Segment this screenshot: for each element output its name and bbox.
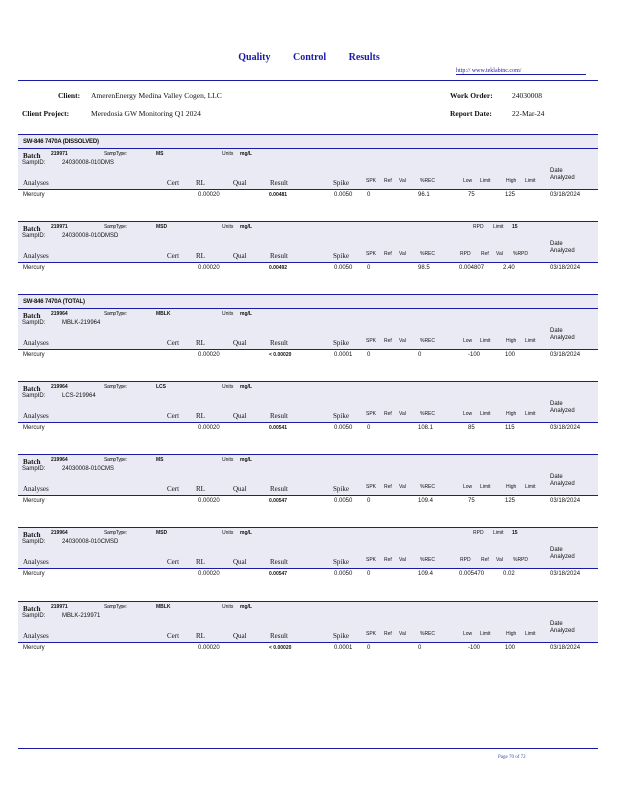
rec-label: %REC — [420, 631, 436, 637]
units-value: mg/L — [240, 224, 252, 230]
qc-batch-block — [18, 454, 598, 507]
date-label: Date — [550, 474, 563, 480]
date-label: Date — [550, 168, 563, 174]
val-label: Val — [399, 557, 406, 563]
title-word-results: Results — [348, 52, 380, 63]
rl-label: RL — [196, 485, 205, 493]
date-analyzed-value: 03/18/2024 — [550, 265, 581, 271]
low-label: Low — [463, 411, 473, 417]
batch-header — [18, 308, 598, 349]
date-label: Date — [550, 547, 563, 553]
low-limit-value: -100 — [468, 352, 481, 358]
batch-label: Batch — [23, 458, 41, 466]
spike-label: Spike — [333, 252, 349, 260]
method-name: SW-846 7470A (TOTAL) — [23, 299, 85, 305]
project-label: Client Project: — [22, 109, 70, 118]
units-label: Units — [222, 311, 234, 317]
table-row — [18, 422, 598, 434]
samptype-label: SampType: — [104, 151, 127, 157]
result-label: Result — [270, 252, 288, 260]
cert-label: Cert — [167, 179, 180, 187]
spike-label: Spike — [333, 339, 349, 347]
project-value: Meredosia GW Monitoring Q1 2024 — [91, 109, 201, 118]
sampid-value: MBLK-219964 — [62, 320, 101, 326]
analyses-label: Analyses — [23, 632, 49, 640]
result-label: Result — [270, 179, 288, 187]
spike-value: 0.0050 — [334, 571, 353, 577]
analyzed-label: Analyzed — [550, 554, 575, 560]
result-value: < 0.00020 — [269, 645, 292, 651]
high-label: High — [506, 484, 517, 490]
analyte-name: Mercury — [23, 571, 45, 577]
analyses-label: Analyses — [23, 179, 49, 187]
lab-website-link[interactable]: http:// www.teklabinc.com/ — [456, 68, 586, 75]
sampid-label: SampID: — [22, 539, 46, 545]
spk-label: SPK — [366, 178, 377, 184]
high-label: High — [506, 631, 517, 637]
qc-batch-block — [18, 221, 598, 274]
rl-value: 0.00020 — [198, 352, 220, 358]
cert-label: Cert — [167, 558, 180, 566]
spike-label: Spike — [333, 632, 349, 640]
report-date-value: 22-Mar-24 — [512, 109, 545, 118]
rec-label: %REC — [420, 484, 436, 490]
low-limit-value: 85 — [468, 425, 475, 431]
units-value: mg/L — [240, 604, 252, 610]
report-title — [0, 52, 618, 63]
client-value: AmerenEnergy Medina Valley Cogen, LLC — [91, 91, 222, 100]
rl-value: 0.00020 — [198, 645, 220, 651]
sampid-label: SampID: — [22, 466, 46, 472]
batch-label: Batch — [23, 225, 41, 233]
low-limit-value: -100 — [468, 645, 481, 651]
rpd-col-label: RPD — [460, 557, 471, 563]
low-label: Low — [463, 484, 473, 490]
qc-batch-block — [18, 527, 598, 580]
spike-value: 0.0050 — [334, 192, 353, 198]
batch-header — [18, 148, 598, 189]
result-label: Result — [270, 339, 288, 347]
date-label: Date — [550, 401, 563, 407]
low-limit-label: Limit — [480, 178, 491, 184]
samptype-value: MSD — [156, 530, 168, 536]
batch-number: 219964 — [51, 311, 68, 317]
result-value: 0.00547 — [269, 571, 288, 577]
rpd-limit-label: Limit — [493, 224, 504, 230]
samptype-label: SampType: — [104, 384, 127, 390]
qual-label: Qual — [233, 412, 247, 420]
batch-label: Batch — [23, 531, 41, 539]
rpd-limit-value: 15 — [512, 224, 518, 230]
rpd-pct-label: %RPD — [513, 251, 529, 257]
rl-label: RL — [196, 179, 205, 187]
footer-divider — [18, 748, 598, 749]
low-label: Low — [463, 631, 473, 637]
sampid-label: SampID: — [22, 233, 46, 239]
high-limit-value: 100 — [505, 645, 516, 651]
qual-label: Qual — [233, 339, 247, 347]
rec-label: %REC — [420, 338, 436, 344]
date-analyzed-value: 03/18/2024 — [550, 352, 581, 358]
sampid-label: SampID: — [22, 160, 46, 166]
spk-ref-value: 0 — [367, 645, 371, 651]
units-value: mg/L — [240, 151, 252, 157]
spike-value: 0.0050 — [334, 498, 353, 504]
rl-value: 0.00020 — [198, 498, 220, 504]
title-word-control: Control — [292, 52, 327, 63]
high-label: High — [506, 178, 517, 184]
qc-batch-block — [18, 601, 598, 654]
low-label: Low — [463, 338, 473, 344]
rpd-ref-label: Ref — [481, 557, 489, 563]
spk-label: SPK — [366, 251, 377, 257]
spk-ref-value: 0 — [367, 498, 371, 504]
batch-label: Batch — [23, 385, 41, 393]
rpd-ref-value: 0.005470 — [459, 571, 485, 577]
low-limit-label: Limit — [480, 484, 491, 490]
analyte-name: Mercury — [23, 265, 45, 271]
spk-label: SPK — [366, 631, 377, 637]
analyte-name: Mercury — [23, 425, 45, 431]
date-analyzed-value: 03/18/2024 — [550, 571, 581, 577]
low-limit-label: Limit — [480, 631, 491, 637]
samptype-value: MS — [156, 457, 164, 463]
sampid-value: LCS-219964 — [62, 393, 96, 399]
high-limit-label: Limit — [525, 484, 536, 490]
rec-value: 0 — [418, 352, 422, 358]
rpd-val-label: Val — [496, 557, 503, 563]
spk-label: SPK — [366, 411, 377, 417]
spk-ref-value: 0 — [367, 571, 371, 577]
rec-value: 108.1 — [418, 425, 434, 431]
val-label: Val — [399, 338, 406, 344]
rpd-label: RPD — [473, 530, 484, 536]
spike-label: Spike — [333, 179, 349, 187]
units-label: Units — [222, 151, 234, 157]
rl-label: RL — [196, 252, 205, 260]
units-value: mg/L — [240, 384, 252, 390]
spike-value: 0.0001 — [334, 352, 353, 358]
report-date-label: Report Date: — [450, 109, 492, 118]
analyte-name: Mercury — [23, 498, 45, 504]
qc-batch-block — [18, 148, 598, 201]
sampid-label: SampID: — [22, 613, 46, 619]
result-label: Result — [270, 632, 288, 640]
rl-value: 0.00020 — [198, 425, 220, 431]
spk-ref-value: 0 — [367, 425, 371, 431]
table-row — [18, 495, 598, 507]
units-label: Units — [222, 530, 234, 536]
cert-label: Cert — [167, 339, 180, 347]
analyses-label: Analyses — [23, 558, 49, 566]
spk-label: SPK — [366, 484, 377, 490]
spike-value: 0.0050 — [334, 425, 353, 431]
low-limit-value: 75 — [468, 498, 475, 504]
rl-label: RL — [196, 339, 205, 347]
batch-header — [18, 527, 598, 568]
batch-number: 219971 — [51, 604, 68, 610]
rpd-ref-value: 0.004807 — [459, 265, 485, 271]
high-limit-label: Limit — [525, 411, 536, 417]
sampid-value: 24030008-010CMS — [62, 466, 115, 472]
samptype-value: MSD — [156, 224, 168, 230]
rpd-pct-value: 2.40 — [503, 265, 515, 271]
high-limit-label: Limit — [525, 631, 536, 637]
spk-label: SPK — [366, 338, 377, 344]
batch-header — [18, 221, 598, 262]
spike-label: Spike — [333, 558, 349, 566]
client-label: Client: — [58, 91, 81, 100]
sampid-value: 24030008-010DMSD — [62, 233, 119, 239]
rl-value: 0.00020 — [198, 571, 220, 577]
analyzed-label: Analyzed — [550, 628, 575, 634]
ref-label: Ref — [384, 411, 392, 417]
spk-ref-value: 0 — [367, 265, 371, 271]
analyzed-label: Analyzed — [550, 481, 575, 487]
high-limit-value: 100 — [505, 352, 516, 358]
page-number: Page 70 of 72 — [498, 755, 526, 760]
table-row — [18, 189, 598, 201]
ref-label: Ref — [384, 338, 392, 344]
val-label: Val — [399, 484, 406, 490]
analyzed-label: Analyzed — [550, 248, 575, 254]
samptype-label: SampType: — [104, 604, 127, 610]
result-value: < 0.00020 — [269, 352, 292, 358]
table-row — [18, 262, 598, 274]
table-row — [18, 642, 598, 654]
analyses-label: Analyses — [23, 339, 49, 347]
batch-header — [18, 601, 598, 642]
ref-label: Ref — [384, 631, 392, 637]
samptype-label: SampType: — [104, 530, 127, 536]
spk-label: SPK — [366, 557, 377, 563]
units-value: mg/L — [240, 530, 252, 536]
units-label: Units — [222, 224, 234, 230]
qual-label: Qual — [233, 252, 247, 260]
batch-label: Batch — [23, 605, 41, 613]
spike-label: Spike — [333, 485, 349, 493]
rl-value: 0.00020 — [198, 192, 220, 198]
date-analyzed-value: 03/18/2024 — [550, 425, 581, 431]
batch-label: Batch — [23, 152, 41, 160]
units-label: Units — [222, 384, 234, 390]
analyte-name: Mercury — [23, 645, 45, 651]
val-label: Val — [399, 631, 406, 637]
batch-number: 219971 — [51, 224, 68, 230]
units-value: mg/L — [240, 311, 252, 317]
sampid-label: SampID: — [22, 320, 46, 326]
qual-label: Qual — [233, 179, 247, 187]
cert-label: Cert — [167, 252, 180, 260]
analyte-name: Mercury — [23, 192, 45, 198]
work-order-label: Work Order: — [450, 91, 493, 100]
samptype-label: SampType: — [104, 224, 127, 230]
result-value: 0.00492 — [269, 265, 288, 271]
rpd-val-label: Val — [496, 251, 503, 257]
val-label: Val — [399, 251, 406, 257]
high-limit-value: 115 — [505, 425, 515, 431]
rpd-limit-label: Limit — [493, 530, 504, 536]
result-label: Result — [270, 485, 288, 493]
samptype-value: MBLK — [156, 604, 171, 610]
rec-label: %REC — [420, 411, 436, 417]
rec-value: 109.4 — [418, 498, 434, 504]
date-analyzed-value: 03/18/2024 — [550, 645, 581, 651]
rec-value: 0 — [418, 645, 422, 651]
date-label: Date — [550, 621, 563, 627]
rpd-ref-label: Ref — [481, 251, 489, 257]
samptype-value: MS — [156, 151, 164, 157]
result-value: 0.00481 — [269, 192, 288, 198]
date-label: Date — [550, 328, 563, 334]
header-divider — [18, 80, 598, 81]
spike-value: 0.0050 — [334, 265, 353, 271]
high-limit-label: Limit — [525, 178, 536, 184]
high-limit-value: 125 — [505, 192, 516, 198]
ref-label: Ref — [384, 484, 392, 490]
spike-value: 0.0001 — [334, 645, 353, 651]
rpd-pct-value: 0.02 — [503, 571, 515, 577]
qual-label: Qual — [233, 485, 247, 493]
batch-label: Batch — [23, 312, 41, 320]
date-analyzed-value: 03/18/2024 — [550, 192, 581, 198]
high-limit-label: Limit — [525, 338, 536, 344]
rec-value: 96.1 — [418, 192, 430, 198]
qc-batch-block — [18, 381, 598, 434]
method-name: SW-846 7470A (DISSOLVED) — [23, 139, 99, 145]
units-label: Units — [222, 604, 234, 610]
batch-header — [18, 381, 598, 422]
cert-label: Cert — [167, 485, 180, 493]
samptype-label: SampType: — [104, 457, 127, 463]
date-analyzed-value: 03/18/2024 — [550, 498, 581, 504]
method-header — [18, 134, 598, 149]
table-row — [18, 349, 598, 361]
samptype-label: SampType: — [104, 311, 127, 317]
analyzed-label: Analyzed — [550, 408, 575, 414]
qc-batch-block — [18, 308, 598, 361]
title-word-quality: Quality — [238, 52, 271, 63]
val-label: Val — [399, 178, 406, 184]
rpd-limit-value: 15 — [512, 530, 518, 536]
rpd-label: RPD — [473, 224, 484, 230]
batch-header — [18, 454, 598, 495]
high-label: High — [506, 338, 517, 344]
cert-label: Cert — [167, 412, 180, 420]
cert-label: Cert — [167, 632, 180, 640]
rpd-col-label: RPD — [460, 251, 471, 257]
samptype-value: LCS — [156, 384, 166, 390]
rl-value: 0.00020 — [198, 265, 220, 271]
low-limit-value: 75 — [468, 192, 475, 198]
qual-label: Qual — [233, 632, 247, 640]
rl-label: RL — [196, 632, 205, 640]
units-value: mg/L — [240, 457, 252, 463]
samptype-value: MBLK — [156, 311, 171, 317]
sampid-label: SampID: — [22, 393, 46, 399]
sampid-value: MBLK-219971 — [62, 613, 101, 619]
low-label: Low — [463, 178, 473, 184]
result-value: 0.00541 — [269, 425, 288, 431]
sampid-value: 24030008-010CMSD — [62, 539, 119, 545]
batch-number: 219964 — [51, 530, 68, 536]
batch-number: 219971 — [51, 151, 68, 157]
ref-label: Ref — [384, 251, 392, 257]
analyte-name: Mercury — [23, 352, 45, 358]
high-limit-value: 125 — [505, 498, 516, 504]
spk-ref-value: 0 — [367, 352, 371, 358]
ref-label: Ref — [384, 557, 392, 563]
result-label: Result — [270, 558, 288, 566]
rec-value: 98.5 — [418, 265, 430, 271]
analyses-label: Analyses — [23, 485, 49, 493]
work-order-value: 24030008 — [512, 91, 542, 100]
method-header — [18, 294, 598, 309]
batch-number: 219964 — [51, 384, 68, 390]
units-label: Units — [222, 457, 234, 463]
rec-label: %REC — [420, 557, 436, 563]
spk-ref-value: 0 — [367, 192, 371, 198]
rl-label: RL — [196, 558, 205, 566]
high-label: High — [506, 411, 517, 417]
qual-label: Qual — [233, 558, 247, 566]
analyses-label: Analyses — [23, 412, 49, 420]
rpd-pct-label: %RPD — [513, 557, 529, 563]
rl-label: RL — [196, 412, 205, 420]
table-row — [18, 568, 598, 580]
spike-label: Spike — [333, 412, 349, 420]
sampid-value: 24030008-010DMS — [62, 160, 115, 166]
analyzed-label: Analyzed — [550, 175, 575, 181]
low-limit-label: Limit — [480, 338, 491, 344]
rec-label: %REC — [420, 251, 436, 257]
rec-value: 109.4 — [418, 571, 434, 577]
date-label: Date — [550, 241, 563, 247]
low-limit-label: Limit — [480, 411, 491, 417]
result-value: 0.00547 — [269, 498, 288, 504]
result-label: Result — [270, 412, 288, 420]
analyses-label: Analyses — [23, 252, 49, 260]
ref-label: Ref — [384, 178, 392, 184]
analyzed-label: Analyzed — [550, 335, 575, 341]
val-label: Val — [399, 411, 406, 417]
batch-number: 219964 — [51, 457, 68, 463]
rec-label: %REC — [420, 178, 436, 184]
